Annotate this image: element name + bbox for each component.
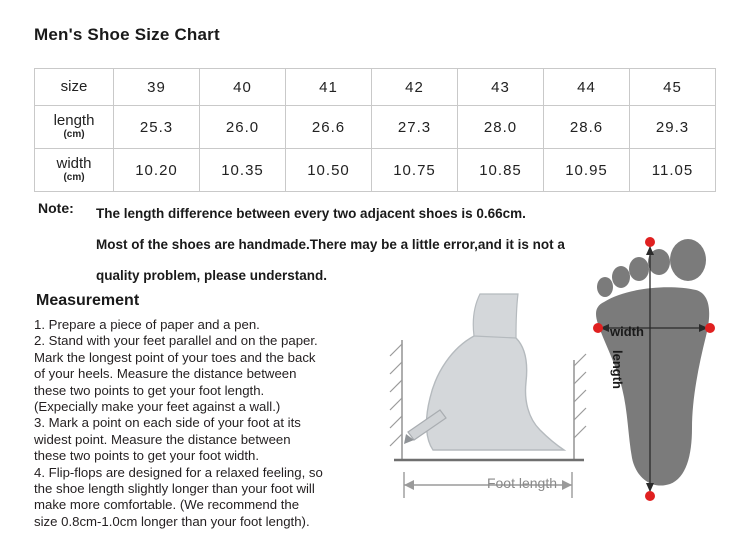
measurement-heading: Measurement — [36, 292, 140, 309]
toe-4 — [612, 266, 630, 288]
side-view-foot-group — [390, 294, 586, 498]
length-arrow-top — [646, 246, 654, 255]
cell-length-44: 28.6 — [544, 106, 630, 149]
toe-hatch-4 — [574, 408, 586, 420]
wall-hatch-3 — [390, 380, 402, 392]
toe-hatch-2 — [574, 372, 586, 384]
cell-width-39: 10.20 — [114, 149, 200, 192]
toe-hatch-3 — [574, 390, 586, 402]
row-header-length-label: length — [53, 112, 95, 130]
cell-length-41: 26.6 — [286, 106, 372, 149]
row-header-width — [35, 149, 114, 192]
toe-5 — [597, 277, 613, 297]
measurement-line-7: 3. Mark a point on each side of your foot at its — [34, 415, 301, 431]
cell-length-42: 27.3 — [372, 106, 458, 149]
cell-size-44: 44 — [544, 69, 630, 106]
table-row-length — [35, 106, 716, 149]
measurement-line-4: of your heels. Measure the distance between — [34, 366, 297, 382]
row-header-width-label: width — [56, 155, 92, 173]
cell-width-41: 10.50 — [286, 149, 372, 192]
measurement-line-3: Mark the longest point of your toes and the back — [34, 349, 316, 365]
note-label: Note: — [38, 200, 74, 216]
toe-hatch-1 — [574, 354, 586, 366]
marker-length-bottom — [645, 491, 655, 501]
row-header-size — [35, 69, 114, 106]
measurement-line-9: these two points to get your foot width. — [34, 448, 260, 464]
wall-hatch-5 — [390, 416, 402, 428]
toe-hatch-5 — [574, 426, 586, 438]
toe-big — [670, 239, 706, 281]
measurement-line-2: 2. Stand with your feet parallel and on the paper. — [34, 333, 318, 349]
cell-size-40: 40 — [200, 69, 286, 106]
cell-width-45: 11.05 — [630, 149, 716, 192]
marker-width-left — [593, 323, 603, 333]
marker-length-top — [645, 237, 655, 247]
note-line-1: The length difference between every two adjacent shoes is 0.66cm. — [96, 206, 526, 221]
marker-width-right — [705, 323, 715, 333]
length-label: length — [610, 350, 625, 389]
foot-length-arrow-left — [404, 480, 414, 490]
wall-hatch-4 — [390, 398, 402, 410]
toe-3 — [629, 257, 649, 281]
cell-width-44: 10.95 — [544, 149, 630, 192]
measurement-line-12: make more comfortable. (We recommend the — [34, 497, 300, 513]
row-header-size-label: size — [60, 78, 88, 96]
row-header-length-unit: (cm) — [63, 129, 85, 141]
wall-hatch-6 — [390, 434, 402, 446]
note-line-2: Most of the shoes are handmade.There may be a little error,and it is not a — [96, 237, 565, 252]
cell-width-43: 10.85 — [458, 149, 544, 192]
cell-width-42: 10.75 — [372, 149, 458, 192]
cell-length-45: 29.3 — [630, 106, 716, 149]
cell-size-41: 41 — [286, 69, 372, 106]
measurement-line-5: these two points to get your foot length. — [34, 382, 265, 398]
page-title: Men's Shoe Size Chart — [34, 25, 220, 44]
measurement-illustration — [378, 232, 728, 522]
measurement-line-8: widest point. Measure the distance between — [34, 431, 291, 447]
measurement-line-13: size 0.8cm-1.0cm longer than your foot length). — [34, 513, 310, 529]
wall-hatch-1 — [390, 344, 402, 356]
cell-size-43: 43 — [458, 69, 544, 106]
cell-size-39: 39 — [114, 69, 200, 106]
cell-length-43: 28.0 — [458, 106, 544, 149]
foot-length-label: Foot length — [486, 475, 558, 491]
width-label: width — [610, 324, 644, 339]
cell-length-39: 25.3 — [114, 106, 200, 149]
size-chart-table — [34, 68, 716, 192]
wall-hatch-2 — [390, 362, 402, 374]
note-line-3: quality problem, please understand. — [96, 268, 328, 283]
table-row-width — [35, 149, 716, 192]
measurement-line-1: 1. Prepare a piece of paper and a pen. — [34, 317, 260, 332]
cell-length-40: 26.0 — [200, 106, 286, 149]
cell-size-42: 42 — [372, 69, 458, 106]
cell-size-45: 45 — [630, 69, 716, 106]
measurement-line-10: 4. Flip-flops are designed for a relaxed feeling, so — [34, 464, 323, 480]
row-header-length — [35, 106, 114, 149]
length-arrow-bottom — [646, 483, 654, 492]
cell-width-40: 10.35 — [200, 149, 286, 192]
table-row-size — [35, 69, 716, 106]
measurement-line-6: (Expecially make your feet against a wall.) — [34, 399, 281, 415]
leg-silhouette — [473, 294, 518, 338]
size-chart-table-wrap — [34, 68, 716, 192]
foot-side-silhouette — [426, 330, 564, 450]
measurement-line-11: the shoe length slightly longer than your foot will — [34, 481, 315, 497]
row-header-width-unit: (cm) — [63, 172, 85, 184]
measurement-text — [34, 317, 379, 530]
